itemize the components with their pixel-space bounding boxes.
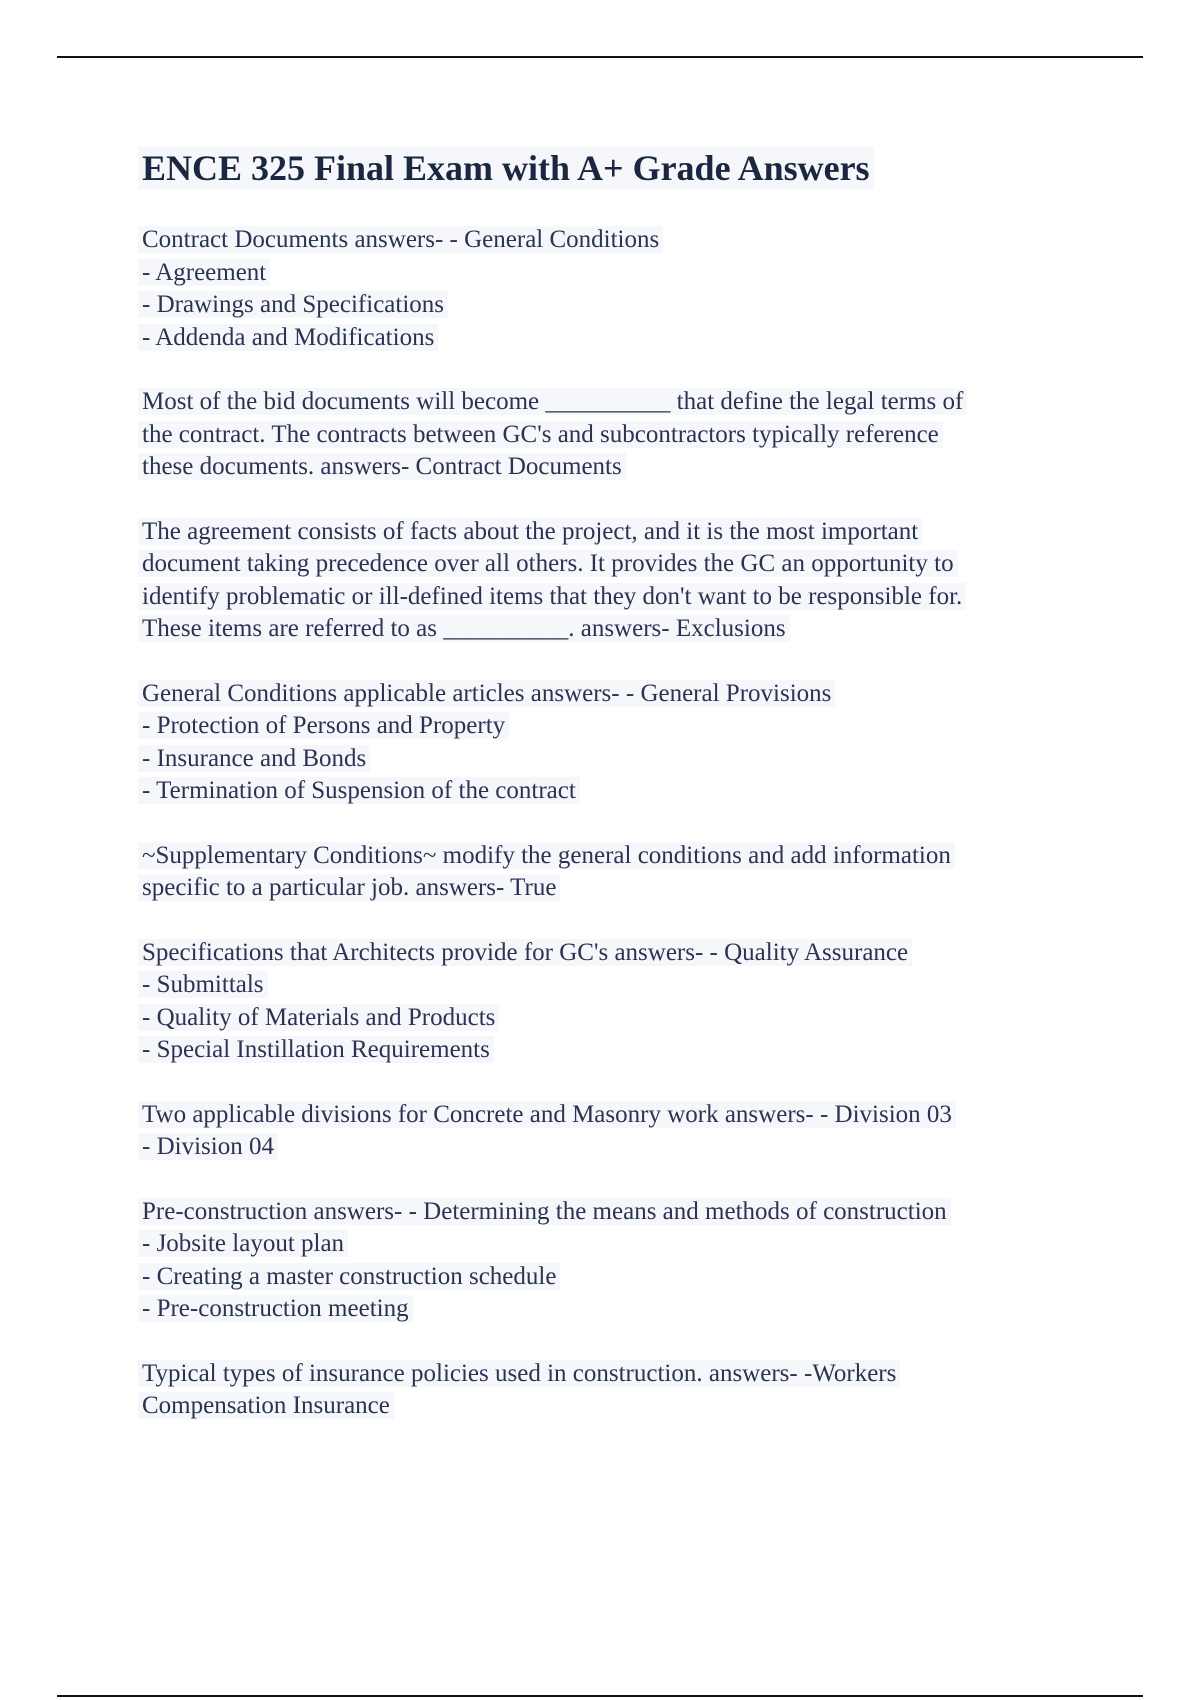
- qa-item: [142, 1099, 1082, 1164]
- text-line: Specifications that Architects provide for GC's answers- - Quality Assurance: [142, 937, 1082, 970]
- qa-item: [142, 386, 1082, 484]
- text-line: identify problematic or ill-defined items that they don't want to be responsible for.: [142, 581, 1082, 614]
- qa-item: [142, 937, 1082, 1067]
- document-title: ENCE 325 Final Exam with A+ Grade Answers: [138, 146, 874, 190]
- text-line: Typical types of insurance policies used in construction. answers- -Workers: [142, 1358, 1082, 1391]
- text-line: - Submittals: [142, 969, 1082, 1002]
- qa-item: [142, 1358, 1082, 1423]
- text-line: - Creating a master construction schedule: [142, 1261, 1082, 1294]
- text-line: - Insurance and Bonds: [142, 743, 1082, 776]
- qa-item: [142, 1196, 1082, 1326]
- text-line: - Special Instillation Requirements: [142, 1034, 1082, 1067]
- text-line: General Conditions applicable articles answers- - General Provisions: [142, 678, 1082, 711]
- document-body: [142, 146, 1082, 1455]
- bottom-rule: [57, 1695, 1143, 1697]
- text-line: The agreement consists of facts about the project, and it is the most important: [142, 516, 1082, 549]
- text-line: Two applicable divisions for Concrete and Masonry work answers- - Division 03: [142, 1099, 1082, 1132]
- text-line: Contract Documents answers- - General Conditions: [142, 224, 1082, 257]
- text-line: these documents. answers- Contract Documents: [142, 451, 1082, 484]
- text-line: - Termination of Suspension of the contract: [142, 775, 1082, 808]
- text-line: - Division 04: [142, 1131, 1082, 1164]
- text-line: - Addenda and Modifications: [142, 322, 1082, 355]
- text-line: document taking precedence over all others. It provides the GC an opportunity to: [142, 548, 1082, 581]
- text-line: - Pre-construction meeting: [142, 1293, 1082, 1326]
- text-line: Pre-construction answers- - Determining the means and methods of construction: [142, 1196, 1082, 1229]
- text-line: - Quality of Materials and Products: [142, 1002, 1082, 1035]
- text-line: - Protection of Persons and Property: [142, 710, 1082, 743]
- text-line: Compensation Insurance: [142, 1390, 1082, 1423]
- top-rule: [57, 56, 1143, 58]
- text-line: - Agreement: [142, 257, 1082, 290]
- qa-item: [142, 224, 1082, 354]
- qa-item: [142, 840, 1082, 905]
- qa-item: [142, 516, 1082, 646]
- text-line: Most of the bid documents will become __________ that define the legal terms of: [142, 386, 1082, 419]
- text-line: - Jobsite layout plan: [142, 1228, 1082, 1261]
- text-line: the contract. The contracts between GC's and subcontractors typically reference: [142, 419, 1082, 452]
- text-line: These items are referred to as __________. answers- Exclusions: [142, 613, 1082, 646]
- text-line: - Drawings and Specifications: [142, 289, 1082, 322]
- qa-item: [142, 678, 1082, 808]
- text-line: ~Supplementary Conditions~ modify the general conditions and add information: [142, 840, 1082, 873]
- text-line: specific to a particular job. answers- True: [142, 872, 1082, 905]
